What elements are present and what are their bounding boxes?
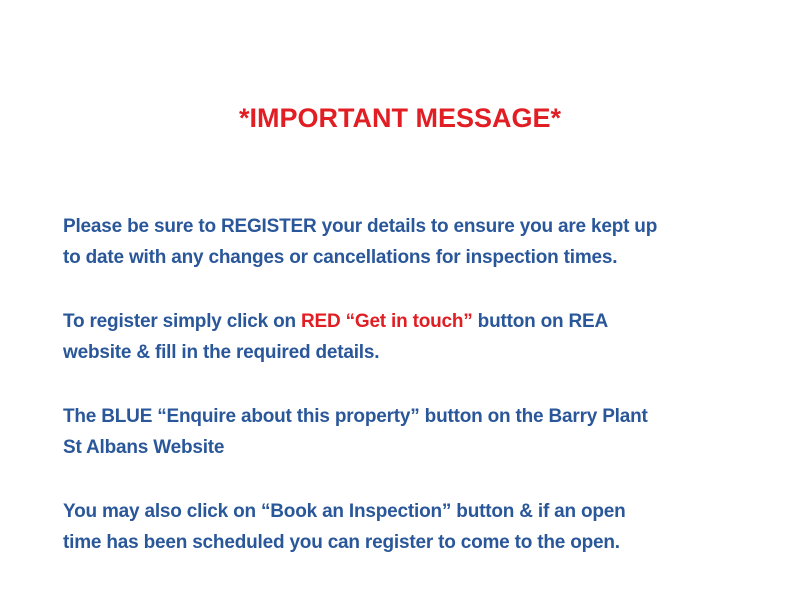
paragraph-register-details [63,211,745,273]
text-line: You may also click on “Book an Inspection” button & if an open [63,501,626,522]
text-line [63,306,745,337]
text-line: to date with any changes or cancellations for inspection times. [63,247,618,268]
paragraph-barry-plant-website [63,401,745,463]
paragraph-rea-website [63,306,745,368]
important-message-heading: *IMPORTANT MESSAGE* [238,103,562,133]
text-segment: To register simply click on [63,311,301,332]
red-get-in-touch-text: RED “Get in touch” [300,311,473,332]
text-line: time has been scheduled you can register to come to the open. [63,532,620,553]
text-segment: button on REA [472,311,609,332]
message-body [63,211,745,558]
text-line: St Albans Website [63,437,225,458]
text-line: The BLUE “Enquire about this property” button on the Barry Plant [63,406,648,427]
paragraph-book-inspection [63,496,745,558]
text-line: Please be sure to REGISTER your details to ensure you are kept up [63,216,658,237]
flyer-page [0,101,800,600]
text-line: website & fill in the required details. [63,342,380,363]
